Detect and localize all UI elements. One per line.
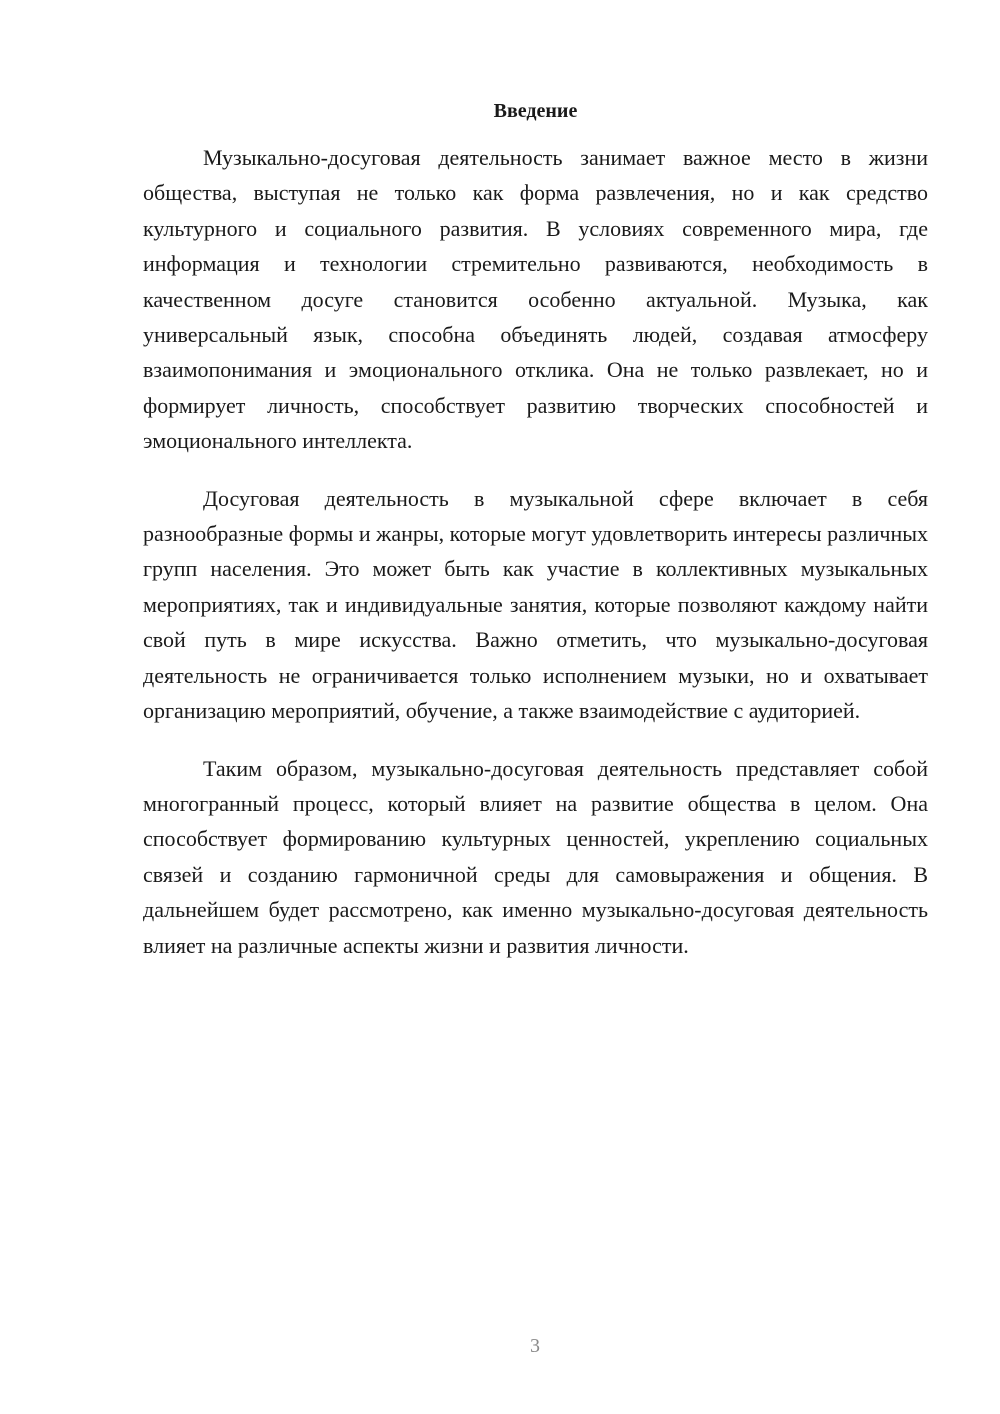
page-content	[143, 96, 928, 985]
paragraph-2: Досуговая деятельность в музыкальной сфере включает в себя разнообразные формы и жанры, которые могут удовлетворить интересы различных групп населения. Это может быть как участие в коллективных музыкальных мероприятиях, так и индивидуальные занятия, которые позволяют каждому найти свой путь в мире искусства. Важно отметить, что музыкально-досуговая деятельность не ограничивается только исполнением музыки, но и охватывает организацию мероприятий, обучение, а также взаимодействие с аудиторией.	[143, 485, 928, 724]
section-title: Введение	[493, 100, 578, 122]
paragraph-1: Музыкально-досуговая деятельность занимает важное место в жизни общества, выступая не только как форма развлечения, но и как средство культурного и социального развития. В условиях современного мира, где информация и технологии стремительно развиваются, необходимость в качественном досуге становится особенно актуальной. Музыка, как универсальный язык, способна объединять людей, создавая атмосферу взаимопонимания и эмоционального отклика. Она не только развлекает, но и формирует личность, способствует развитию творческих способностей и эмоционального интеллекта.	[143, 145, 928, 454]
page-number: 3	[530, 1335, 540, 1357]
paragraph-3: Таким образом, музыкально-досуговая деятельность представляет собой многогранный процесс, который влияет на развитие общества в целом. Она способствует формированию культурных ценностей, укреплению социальных связей и созданию гармоничной среды для самовыражения и общения. В дальнейшем будет рассмотрено, как именно музыкально-досуговая деятельность влияет на различные аспекты жизни и развития личности.	[143, 755, 928, 958]
